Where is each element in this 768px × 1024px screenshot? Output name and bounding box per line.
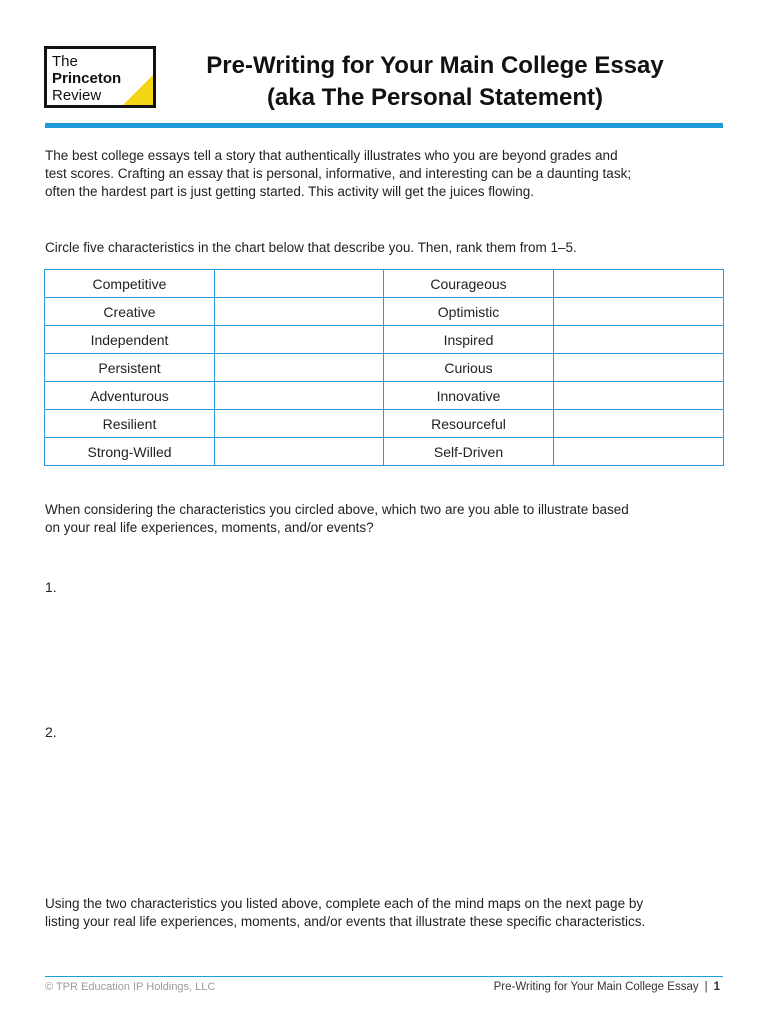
rank-cell[interactable] xyxy=(215,326,384,354)
table-row xyxy=(45,270,724,298)
answer-number-1: 1. xyxy=(45,579,57,595)
characteristic-cell[interactable]: Optimistic xyxy=(384,298,554,326)
logo-text-review: Review xyxy=(52,87,102,104)
characteristic-cell[interactable]: Curious xyxy=(384,354,554,382)
characteristic-cell[interactable]: Innovative xyxy=(384,382,554,410)
characteristic-cell[interactable]: Resourceful xyxy=(384,410,554,438)
characteristic-cell[interactable]: Resilient xyxy=(45,410,215,438)
table-row xyxy=(45,438,724,466)
characteristic-cell[interactable]: Independent xyxy=(45,326,215,354)
characteristic-cell[interactable]: Adventurous xyxy=(45,382,215,410)
table-row xyxy=(45,410,724,438)
intro-line: The best college essays tell a story that authentically illustrates who you are beyond grades and xyxy=(45,148,618,163)
rank-cell[interactable] xyxy=(554,326,724,354)
table-row xyxy=(45,382,724,410)
characteristic-cell[interactable]: Self-Driven xyxy=(384,438,554,466)
intro-paragraph xyxy=(45,147,725,201)
rank-cell[interactable] xyxy=(215,354,384,382)
intro-line: often the hardest part is just getting started. This activity will get the juices flowing. xyxy=(45,184,534,199)
question-paragraph xyxy=(45,501,725,537)
characteristic-cell[interactable]: Courageous xyxy=(384,270,554,298)
rank-cell[interactable] xyxy=(215,270,384,298)
rank-cell[interactable] xyxy=(215,410,384,438)
page-title-line1: Pre-Writing for Your Main College Essay xyxy=(206,52,664,79)
rank-cell[interactable] xyxy=(554,270,724,298)
page-title-line2: (aka The Personal Statement) xyxy=(266,84,604,111)
question-line: on your real life experiences, moments, and/or events? xyxy=(45,520,374,535)
characteristics-table xyxy=(44,269,724,466)
question-line: When considering the characteristics you circled above, which two are you able to illustrate based xyxy=(45,502,629,517)
logo-text-the: The xyxy=(52,53,78,70)
footer-page-info xyxy=(494,981,720,993)
rank-cell[interactable] xyxy=(215,382,384,410)
princeton-review-logo xyxy=(44,46,156,108)
closing-line: Using the two characteristics you listed above, complete each of the mind maps on the next page by xyxy=(45,896,644,911)
footer-divider xyxy=(45,976,723,977)
page-title xyxy=(170,50,700,114)
table-row xyxy=(45,326,724,354)
footer-doc-title: Pre-Writing for Your Main College Essay xyxy=(493,981,699,993)
rank-cell[interactable] xyxy=(215,298,384,326)
characteristic-cell[interactable]: Competitive xyxy=(45,270,215,298)
characteristic-cell[interactable]: Persistent xyxy=(45,354,215,382)
rank-cell[interactable] xyxy=(215,438,384,466)
chart-instruction: Circle five characteristics in the chart below that describe you. Then, rank them from 1–5. xyxy=(45,240,577,255)
footer-copyright: © TPR Education IP Holdings, LLC xyxy=(45,981,216,993)
intro-line: test scores. Crafting an essay that is personal, informative, and interesting can be a daunting task; xyxy=(45,166,632,181)
header-divider xyxy=(45,123,723,128)
rank-cell[interactable] xyxy=(554,382,724,410)
table-row xyxy=(45,354,724,382)
characteristic-cell[interactable]: Creative xyxy=(45,298,215,326)
table-row xyxy=(45,298,724,326)
rank-cell[interactable] xyxy=(554,410,724,438)
page-number: 1 xyxy=(713,981,720,993)
answer-number-2: 2. xyxy=(45,724,57,740)
logo-yellow-corner xyxy=(123,75,153,105)
characteristic-cell[interactable]: Inspired xyxy=(384,326,554,354)
rank-cell[interactable] xyxy=(554,354,724,382)
rank-cell[interactable] xyxy=(554,438,724,466)
logo-text-princeton: Princeton xyxy=(52,70,122,87)
footer-separator: | xyxy=(704,981,708,993)
closing-paragraph xyxy=(45,895,725,931)
closing-line: listing your real life experiences, moments, and/or events that illustrate these specific characteristics. xyxy=(45,914,646,929)
characteristic-cell[interactable]: Strong-Willed xyxy=(45,438,215,466)
rank-cell[interactable] xyxy=(554,298,724,326)
